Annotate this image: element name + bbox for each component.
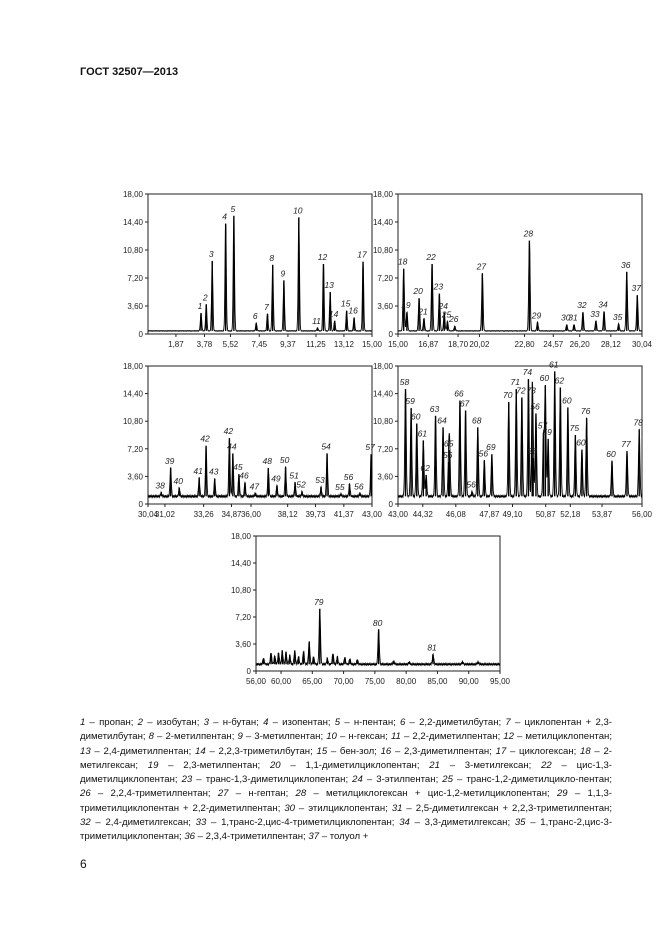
peak-label: 56 [530, 401, 540, 412]
peak-label: 61 [417, 428, 428, 439]
peak-label: 58 [399, 377, 410, 387]
legend-compound: – метилциклогексан + цис-1,2-метилциклопентан; [306, 788, 557, 800]
y-tick-label: 7,20 [377, 444, 393, 454]
x-tick-label: 49,10 [502, 510, 523, 519]
peak-label: 77 [621, 439, 631, 450]
peak-label: 73 [526, 385, 536, 396]
legend-compound: – 1,транс-2,цис-3-триметилциклопентан; [80, 817, 613, 843]
y-tick-label: 0 [138, 330, 143, 339]
y-tick-label: 7,20 [377, 274, 393, 283]
legend-compound: – н-гексан; [336, 731, 391, 743]
x-tick-label: 24,57 [543, 340, 564, 349]
y-tick-label: 0 [246, 667, 251, 676]
document-header: ГОСТ 32507—2013 [80, 66, 179, 78]
peak-label: 46 [239, 470, 249, 481]
peak-label: 65 [443, 438, 454, 449]
legend-number: 28 [295, 788, 307, 800]
x-tick-label: 52,18 [560, 510, 581, 519]
chromatogram-3 [110, 358, 383, 526]
peak-legend [80, 716, 612, 845]
peak-label: 51 [289, 470, 299, 481]
peak-label: 48 [262, 455, 273, 466]
legend-number: 14 [195, 745, 206, 757]
x-tick-label: 15,00 [361, 340, 383, 349]
peak-label: 69 [486, 442, 496, 453]
peak-label: 31 [568, 312, 578, 323]
legend-number: 16 [380, 745, 392, 757]
legend-number: 3 [203, 717, 209, 728]
peak-label: 61 [548, 359, 559, 370]
peak-label: 5 [230, 203, 236, 214]
legend-compound: – 2,2,4-триметилпентан; [90, 788, 218, 800]
peak-label: 59 [405, 396, 415, 407]
peak-label: 42 [223, 426, 234, 437]
x-tick-label: 15,00 [387, 340, 409, 349]
peak-label: 8 [269, 252, 275, 263]
legend-number: 12 [503, 731, 514, 743]
peak-label: 43 [208, 466, 219, 477]
x-tick-label: 34,87 [221, 510, 242, 519]
legend-compound: – транс-1,3-диметилциклопентан; [192, 774, 353, 786]
peak-label: 27 [476, 261, 487, 272]
peak-label: 44 [227, 441, 237, 452]
x-tick-label: 7,45 [251, 340, 268, 349]
y-tick-label: 18,00 [372, 362, 393, 371]
legend-compound: – изобутан; [143, 717, 204, 728]
legend-number: 11 [390, 731, 401, 743]
legend-number: 27 [217, 788, 229, 800]
peak-label: 4 [222, 211, 228, 222]
legend-number: 22 [541, 759, 552, 771]
y-tick-label: 14,40 [122, 389, 143, 399]
legend-compound: – 2-метилпентан; [154, 731, 238, 743]
y-tick-label: 10,80 [122, 246, 143, 255]
peak-label: 57 [537, 420, 548, 431]
chromatogram-1 [110, 186, 383, 356]
x-tick-label: 26,20 [569, 340, 590, 349]
legend-compound: – 2,2-диметилбутан; [405, 717, 506, 728]
chromatogram-5 [218, 528, 511, 693]
peak-label: 38 [155, 480, 165, 491]
legend-compound: – 2,4-диметилпентан; [90, 745, 196, 757]
legend-compound: – 1,транс-2,цис-4-триметилциклопентан; [206, 817, 400, 829]
peak-label: 57 [365, 442, 375, 453]
x-tick-label: 56,00 [245, 677, 267, 686]
peak-label: 74 [522, 367, 533, 378]
legend-number: 29 [556, 788, 568, 800]
legend-number: 18 [580, 745, 591, 757]
peak-label: 72 [516, 385, 526, 396]
legend-compound: – 2,2-диметилпентан; [400, 731, 504, 743]
legend-compound: – 2,3-диметилпентан; [391, 745, 496, 757]
plot-frame [398, 194, 642, 334]
peak-label: 56 [343, 472, 354, 483]
y-tick-label: 14,40 [230, 559, 251, 568]
x-tick-label: 47,87 [479, 510, 500, 519]
page-number: 6 [80, 857, 87, 871]
peak-label: 50 [279, 455, 290, 466]
peak-label: 23 [433, 281, 444, 292]
peak-label: 76 [580, 406, 591, 417]
legend-compound: – н-пентан; [340, 717, 400, 728]
legend-compound: – 2,5-диметилгексан + 2,2,3-триметилпентан; [402, 802, 613, 814]
peak-label: 60 [562, 395, 572, 406]
peak-label: 1 [197, 301, 203, 311]
peak-label: 79 [314, 596, 324, 607]
legend-number: 30 [284, 802, 295, 814]
legend-compound: – 2,3,4-триметилпентан; [195, 831, 309, 843]
peak-label: 9 [280, 268, 286, 279]
legend-number: 5 [334, 717, 341, 728]
legend-number: 21 [429, 759, 440, 771]
x-tick-label: 95,00 [489, 677, 511, 686]
peak-label: 21 [418, 306, 428, 317]
peak-label: 45 [233, 462, 243, 473]
peak-label: 26 [449, 314, 459, 325]
y-tick-label: 18,00 [372, 190, 393, 199]
peak-label: 62 [554, 375, 565, 386]
peak-label: 71 [510, 377, 520, 387]
peak-label: 32 [577, 300, 587, 311]
peak-label: 62 [420, 462, 430, 473]
peak-label: 56 [466, 479, 476, 490]
legend-compound: – толуол + [319, 831, 369, 843]
peak-label: 53 [315, 475, 325, 486]
x-tick-label: 16,87 [418, 340, 439, 349]
peak-label: 36 [621, 259, 631, 270]
y-tick-label: 10,80 [372, 246, 393, 255]
legend-compound: – 1,1-диметилциклопентан; [280, 759, 430, 771]
peak-label: 33 [590, 308, 600, 319]
x-tick-label: 65,00 [302, 677, 323, 686]
x-tick-label: 31,02 [154, 510, 175, 519]
y-tick-label: 14,40 [372, 389, 393, 399]
legend-number: 37 [308, 831, 320, 843]
peak-label: 58 [527, 446, 537, 456]
legend-number: 9 [237, 731, 243, 743]
peak-label: 22 [426, 252, 436, 262]
peak-label: 60 [539, 373, 550, 384]
legend-number: 19 [147, 759, 159, 771]
y-tick-label: 18,00 [122, 190, 143, 199]
y-tick-label: 3,60 [377, 472, 393, 482]
y-tick-label: 0 [388, 500, 393, 509]
peak-label: 64 [437, 415, 447, 426]
x-tick-label: 43,00 [361, 510, 383, 519]
peak-label: 30 [560, 312, 571, 323]
x-tick-label: 36,00 [240, 510, 262, 519]
x-tick-label: 53,87 [592, 510, 613, 519]
legend-compound: – циклогексан; [506, 745, 581, 757]
legend-number: 15 [316, 745, 328, 757]
x-tick-label: 85,00 [427, 677, 448, 686]
peak-label: 35 [612, 311, 623, 322]
peak-label: 70 [503, 390, 513, 401]
y-tick-label: 10,80 [230, 586, 251, 595]
peak-label: 80 [372, 617, 383, 628]
x-tick-label: 13,12 [333, 340, 354, 349]
x-tick-label: 3,78 [196, 340, 213, 349]
legend-compound: – 2,4-диметилгексан; [90, 817, 196, 829]
legend-compound: – изопентан; [268, 717, 335, 728]
peak-label: 75 [569, 423, 580, 433]
peak-label: 60 [576, 437, 586, 448]
legend-number: 4 [263, 717, 269, 728]
peak-label: 2 [202, 292, 208, 303]
peak-label: 37 [631, 283, 642, 294]
y-tick-label: 7,20 [127, 444, 143, 454]
peak-label: 16 [348, 305, 358, 316]
peak-label: 54 [321, 441, 331, 452]
legend-number: 1 [80, 717, 86, 728]
legend-compound: – циклопентан + 2,3-диметилбутан; [80, 717, 612, 743]
x-tick-label: 38,12 [277, 510, 298, 519]
peak-label: 49 [271, 473, 281, 484]
peak-label: 66 [454, 388, 464, 399]
peak-label: 40 [173, 475, 184, 486]
peak-label: 47 [249, 481, 260, 492]
peak-label: 56 [354, 481, 364, 492]
legend-compound: – транс-1,2-диметилцикло-пентан; [452, 774, 612, 786]
x-tick-label: 90,00 [458, 677, 479, 686]
peak-label: 15 [340, 298, 351, 309]
legend-number: 20 [269, 759, 281, 771]
x-tick-label: 75,00 [364, 677, 385, 686]
peak-label: 7 [264, 301, 269, 312]
peak-label: 14 [328, 308, 339, 319]
peak-label: 81 [427, 642, 437, 653]
peak-label: 25 [441, 309, 452, 320]
peak-label: 20 [413, 286, 423, 297]
legend-number: 31 [391, 802, 403, 814]
peak-label: 11 [312, 315, 321, 326]
y-tick-label: 3,60 [377, 302, 393, 311]
x-tick-label: 18,70 [448, 340, 469, 349]
legend-number: 36 [184, 831, 196, 843]
legend-compound: – метилциклопентан; [513, 731, 613, 743]
legend-compound: – 2,2,3-триметилбутан; [205, 745, 317, 757]
legend-number: 34 [399, 817, 410, 829]
peak-label: 59 [542, 426, 552, 437]
y-tick-label: 7,20 [127, 274, 143, 283]
peak-label: 63 [429, 403, 440, 414]
legend-number: 13 [80, 745, 91, 757]
y-tick-label: 10,80 [372, 417, 393, 427]
y-tick-label: 0 [388, 330, 393, 339]
x-tick-label: 33,26 [193, 510, 214, 519]
legend-number: 32 [80, 817, 91, 829]
legend-number: 33 [195, 817, 207, 829]
legend-compound: – 2-метилгексан; [80, 745, 612, 771]
legend-number: 7 [505, 717, 511, 728]
legend-number: 24 [352, 774, 363, 786]
peak-label: 34 [598, 299, 608, 310]
chromatogram-2 [360, 186, 653, 356]
peak-label: 60 [606, 449, 616, 460]
legend-compound: – этилциклопентан; [294, 802, 392, 814]
x-tick-label: 70,00 [333, 677, 354, 686]
peak-label: 60 [411, 411, 421, 422]
y-tick-label: 18,00 [122, 362, 143, 371]
peak-label: 78 [633, 417, 643, 428]
y-tick-label: 0 [138, 500, 143, 509]
legend-compound: – 3-метилгексан; [439, 759, 542, 771]
x-tick-label: 22,80 [514, 340, 535, 349]
peak-label: 3 [208, 248, 214, 259]
peak-label: 6 [252, 311, 258, 322]
legend-compound: – н-гептан; [228, 788, 296, 800]
legend-compound: – цис-1,3-диметилциклопентан; [80, 759, 612, 786]
peak-label: 55 [335, 482, 345, 493]
x-tick-label: 1,87 [168, 340, 184, 349]
x-tick-label: 50,87 [535, 510, 556, 519]
peak-label: 42 [200, 433, 210, 444]
x-tick-label: 11,25 [306, 340, 326, 349]
peak-label: 52 [296, 479, 306, 490]
y-tick-label: 3,60 [127, 302, 143, 311]
y-tick-label: 3,60 [235, 640, 251, 649]
x-tick-label: 60,00 [271, 677, 292, 686]
x-tick-label: 56,00 [631, 510, 653, 519]
x-tick-label: 39,73 [305, 510, 326, 519]
legend-number: 6 [399, 717, 406, 728]
peak-label: 12 [317, 252, 328, 262]
legend-compound: – пропан; [85, 717, 138, 728]
peak-label: 24 [438, 301, 448, 311]
legend-compound: – н-бутан; [208, 717, 264, 728]
x-tick-label: 41,37 [333, 510, 354, 519]
legend-number: 23 [181, 774, 193, 786]
peak-label: 68 [472, 415, 482, 426]
chromatogram-4 [360, 358, 653, 526]
x-tick-label: 46,08 [445, 510, 466, 519]
x-tick-label: 30,04 [631, 340, 653, 349]
peak-label: 13 [324, 280, 334, 290]
x-tick-label: 80,00 [396, 677, 417, 686]
legend-number: 25 [442, 774, 453, 786]
peak-label: 41 [193, 465, 203, 476]
peak-label: 10 [293, 205, 303, 216]
peak-label: 56 [442, 449, 453, 460]
x-tick-label: 20,02 [469, 340, 490, 349]
legend-compound: – 3-метилпентан; [242, 731, 327, 743]
y-tick-label: 7,20 [235, 613, 251, 622]
x-tick-label: 44,32 [412, 510, 433, 519]
x-tick-label: 9,37 [280, 340, 296, 349]
legend-compound: – бен-зол; [327, 745, 381, 757]
y-tick-label: 18,00 [230, 532, 251, 541]
legend-compound: – 3,3-диметилгексан; [409, 817, 515, 829]
peak-label: 56 [478, 448, 489, 459]
legend-compound: – 1,1,3-триметилциклопентан + 2,2-диметилпентан; [80, 788, 613, 814]
x-tick-label: 5,52 [222, 340, 239, 349]
legend-compound: – 2,3-метилпентан; [158, 759, 270, 771]
peak-label: 19 [401, 300, 411, 311]
x-tick-label: 30,04 [137, 510, 159, 519]
legend-number: 17 [495, 745, 507, 757]
legend-number: 35 [514, 817, 526, 829]
peak-label: 28 [523, 228, 534, 239]
peak-label: 39 [164, 455, 175, 466]
x-tick-label: 28,12 [600, 340, 621, 349]
legend-compound: – 3-этилпентан; [362, 774, 443, 786]
legend-number: 26 [80, 788, 91, 800]
legend-number: 8 [148, 731, 154, 743]
legend-number: 10 [326, 731, 337, 743]
y-tick-label: 3,60 [127, 472, 143, 482]
y-tick-label: 14,40 [122, 218, 143, 227]
peak-label: 29 [531, 310, 542, 321]
y-tick-label: 10,80 [122, 417, 143, 427]
y-tick-label: 14,40 [372, 218, 393, 227]
peak-label: 18 [397, 256, 408, 267]
x-tick-label: 43,00 [387, 510, 409, 519]
peak-label: 17 [357, 249, 367, 260]
peak-label: 67 [459, 398, 470, 409]
legend-number: 2 [137, 717, 143, 728]
